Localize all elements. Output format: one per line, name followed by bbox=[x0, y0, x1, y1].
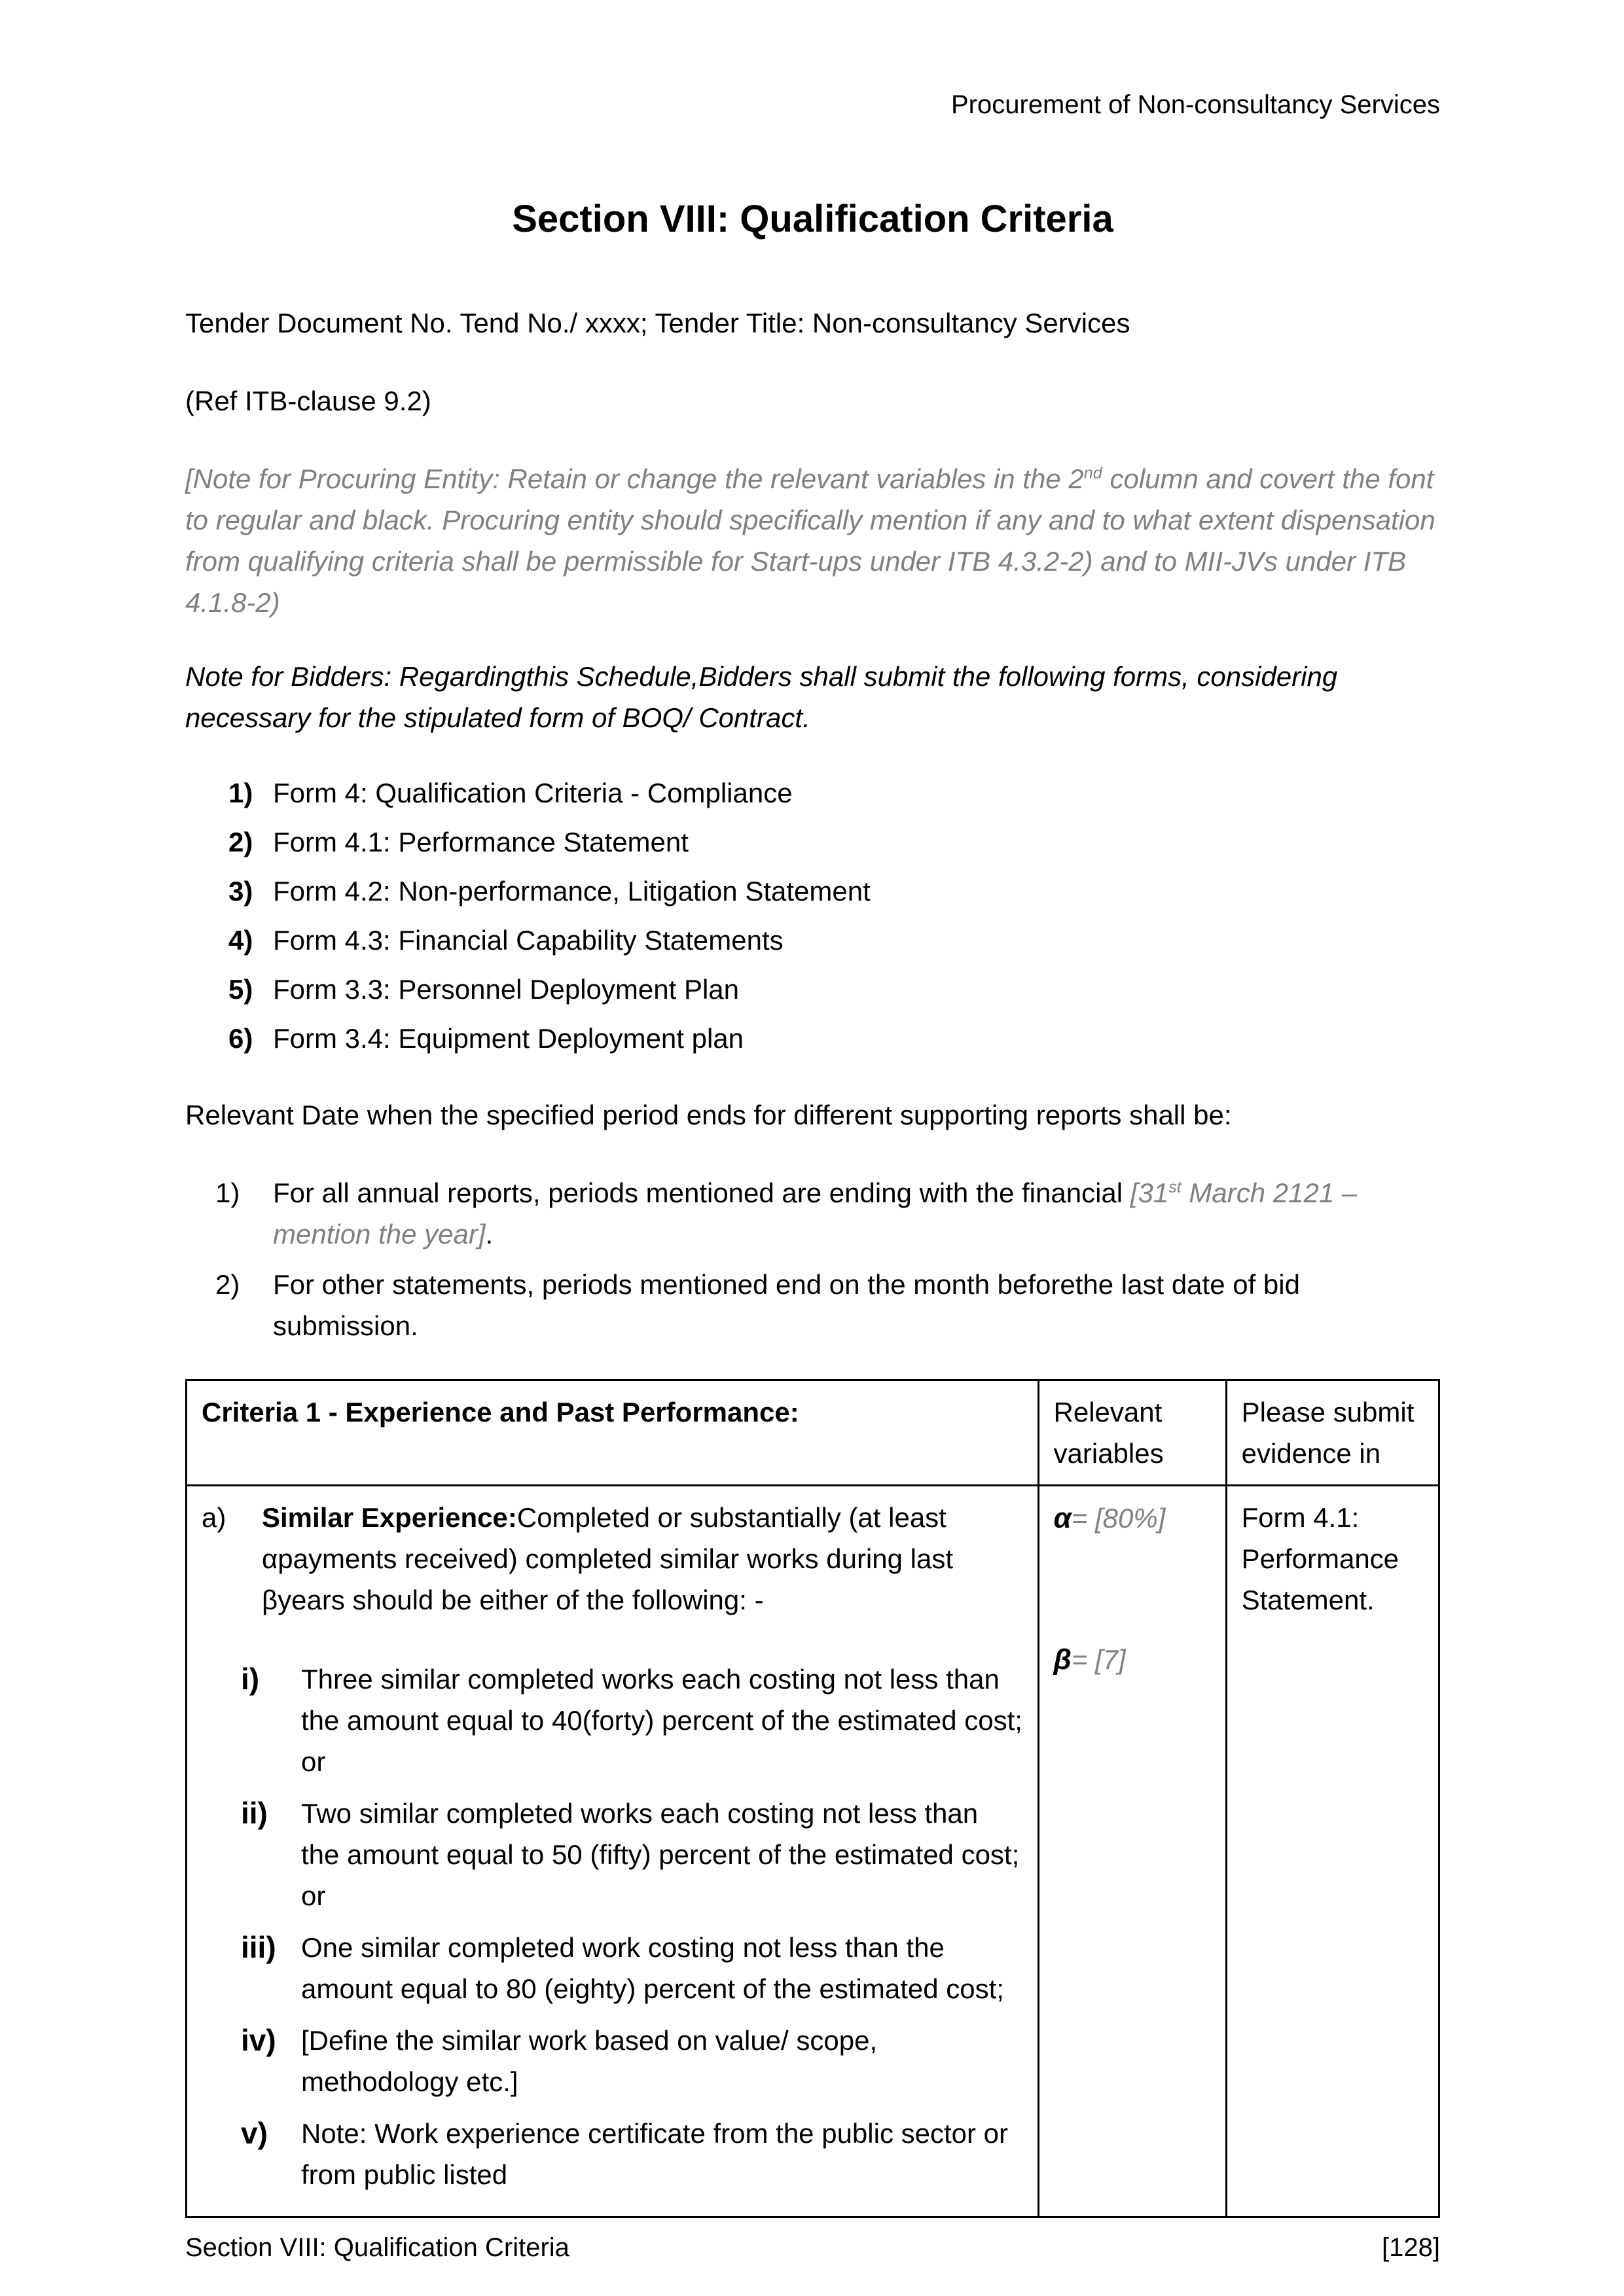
bidders-note: Note for Bidders: Regardingthis Schedule,Bidders shall submit the following forms, considering necessary for the stipulated form of BOQ/ Contract. bbox=[185, 660, 1338, 733]
list-item-text: [Define the similar work based on value/ scope, methodology etc.] bbox=[301, 2024, 878, 2097]
list-item bbox=[228, 969, 1440, 1010]
list-item-number: 2) bbox=[215, 1268, 240, 1300]
list-item-number: 6) bbox=[228, 1022, 253, 1054]
list-item bbox=[228, 920, 1440, 961]
beta-symbol: β bbox=[1053, 1643, 1072, 1676]
list-item bbox=[241, 2113, 1023, 2195]
criteria-lead-rest: Completed or substantially (at least αpayments received) completed similar works during last βyears should be either of the following: - bbox=[262, 1501, 954, 1615]
date-item-gray-post: March 2121 – mention the year] bbox=[273, 1177, 1358, 1249]
date-item-superscript: st bbox=[1168, 1177, 1182, 1196]
list-item-number: 5) bbox=[228, 973, 253, 1005]
column-header-criteria: Criteria 1 - Experience and Past Performance: bbox=[187, 1380, 1039, 1485]
list-item-label: Form 3.4: Equipment Deployment plan bbox=[273, 1022, 744, 1054]
list-item bbox=[241, 1659, 1023, 1782]
forms-list bbox=[185, 772, 1440, 1059]
list-item-text: Two similar completed works each costing not less than the amount equal to 50 (fifty) percent of the estimated cost; or bbox=[301, 1797, 1020, 1911]
date-item-tail: . bbox=[485, 1218, 494, 1249]
criteria-lead bbox=[202, 1497, 1023, 1621]
list-item-text: Note: Work experience certificate from the public sector or from public listed bbox=[301, 2117, 1009, 2190]
criteria-item-label: a) bbox=[202, 1501, 226, 1533]
list-item-number: 1) bbox=[228, 777, 253, 808]
list-item-number: iii) bbox=[241, 1929, 276, 1964]
footer-section-label: Section VIII: Qualification Criteria bbox=[185, 2233, 569, 2262]
list-item bbox=[228, 821, 1440, 863]
criteria-lead-text bbox=[262, 1497, 1023, 1621]
list-item-text: Three similar completed works each costing not less than the amount equal to 40(forty) percent of the estimated cost; or bbox=[301, 1663, 1022, 1777]
list-item-label: Form 3.3: Personnel Deployment Plan bbox=[273, 973, 740, 1005]
page-title: Section VIII: Qualification Criteria bbox=[512, 198, 1113, 240]
column-header-evidence: Please submit evidence in bbox=[1226, 1380, 1439, 1485]
list-item bbox=[241, 1793, 1023, 1916]
list-item bbox=[241, 1927, 1023, 2009]
alpha-variable bbox=[1054, 1497, 1211, 1540]
list-item-number: v) bbox=[241, 2115, 268, 2150]
list-item bbox=[215, 1172, 1440, 1255]
list-item-label: Form 4.2: Non-performance, Litigation Statement bbox=[273, 875, 871, 906]
list-item bbox=[241, 2020, 1023, 2102]
evidence-cell: Form 4.1: Performance Statement. bbox=[1226, 1485, 1439, 2217]
list-item bbox=[228, 1018, 1440, 1059]
footer-page-number: [128] bbox=[1382, 2233, 1440, 2262]
procuring-note-superscript: nd bbox=[1083, 463, 1102, 482]
relevant-date-list bbox=[185, 1172, 1440, 1346]
list-item-number: iv) bbox=[241, 2022, 276, 2057]
procuring-entity-note bbox=[185, 458, 1440, 623]
list-item-number: i) bbox=[241, 1661, 260, 1696]
procuring-note-part2: column and covert the font to regular and black. Procuring entity should specifically mention if any and to what extent dispensation from qualifying criteria shall be permissible for Start-ups under ITB 4.3.2-2) and to MII-JVs under ITB 4.1.8-2) bbox=[185, 463, 1435, 618]
criteria-lead-bold: Similar Experience: bbox=[262, 1501, 517, 1533]
list-item-text: One similar completed work costing not less than the amount equal to 80 (eighty) percent of the estimated cost; bbox=[301, 1931, 1004, 2004]
table-header-row bbox=[187, 1380, 1439, 1485]
list-item bbox=[228, 772, 1440, 814]
list-item-number: 2) bbox=[228, 826, 253, 857]
running-header: Procurement of Non-consultancy Services bbox=[951, 90, 1440, 119]
beta-value: = [7] bbox=[1071, 1643, 1126, 1675]
list-item-label: Form 4.1: Performance Statement bbox=[273, 826, 689, 857]
list-item-label: Form 4: Qualification Criteria - Compliance bbox=[273, 777, 793, 808]
list-item bbox=[228, 870, 1440, 912]
criteria-sub-list bbox=[241, 1659, 1023, 2195]
list-item bbox=[215, 1264, 1440, 1346]
tender-line: Tender Document No. Tend No./ xxxx; Tender Title: Non-consultancy Services bbox=[185, 307, 1130, 338]
procuring-note-part1: [Note for Procuring Entity: Retain or change the relevant variables in the 2 bbox=[185, 463, 1084, 494]
list-item-text bbox=[273, 1172, 1440, 1255]
date-item-gray-pre: [31 bbox=[1130, 1177, 1169, 1208]
alpha-symbol: α bbox=[1053, 1501, 1072, 1534]
ref-clause-line: (Ref ITB-clause 9.2) bbox=[185, 385, 431, 416]
table-row bbox=[187, 1485, 1439, 2217]
list-item-number: 3) bbox=[228, 875, 253, 906]
list-item-number: 4) bbox=[228, 924, 253, 956]
relevant-date-intro: Relevant Date when the specified period ends for different supporting reports shall be: bbox=[185, 1099, 1232, 1130]
list-item-number: 1) bbox=[215, 1177, 240, 1208]
variables-cell bbox=[1038, 1485, 1226, 2217]
alpha-value: = [80%] bbox=[1071, 1502, 1166, 1534]
list-item-label: Form 4.3: Financial Capability Statements bbox=[273, 924, 784, 956]
page-footer bbox=[185, 2228, 1440, 2267]
column-header-variables: Relevant variables bbox=[1038, 1380, 1226, 1485]
list-item-number: ii) bbox=[241, 1795, 268, 1830]
qualification-criteria-table bbox=[185, 1379, 1440, 2218]
list-item-text: For other statements, periods mentioned end on the month beforethe last date of bid submission. bbox=[273, 1268, 1300, 1341]
date-item-text: For all annual reports, periods mentioned are ending with the financial bbox=[273, 1177, 1130, 1208]
criteria-cell bbox=[187, 1485, 1039, 2217]
beta-variable bbox=[1054, 1638, 1211, 1681]
